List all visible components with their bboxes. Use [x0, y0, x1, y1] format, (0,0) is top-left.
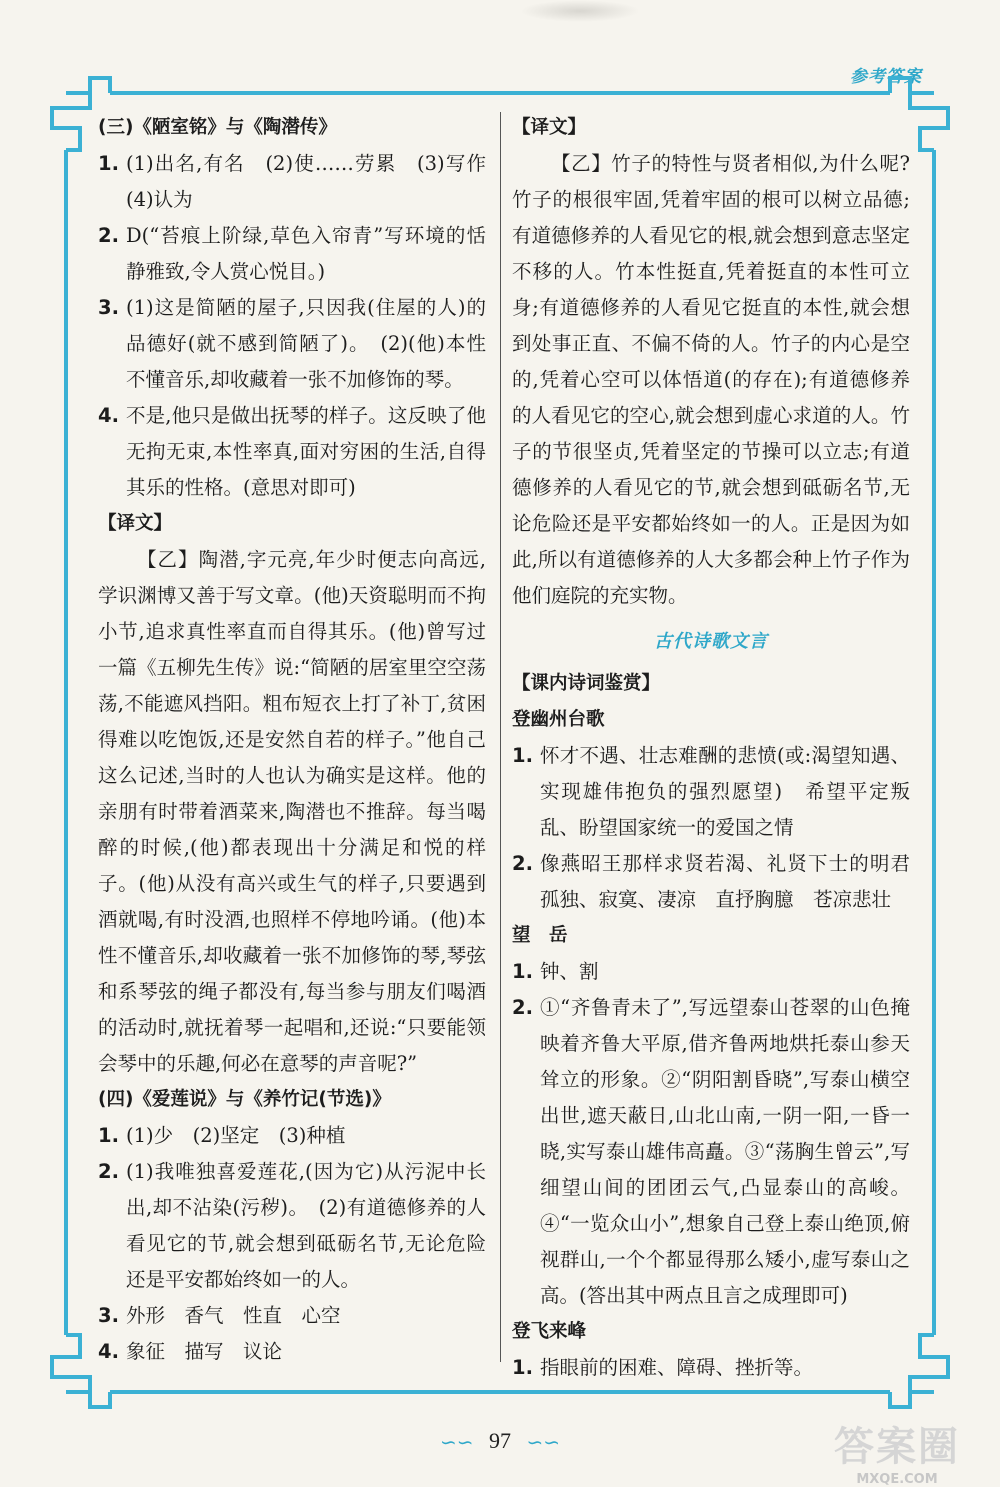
item-text: 不是,他只是做出抚琴的样子。这反映了他无拘无束,本性率真,面对穷困的生活,自得其乐的性格。(意思对即可) — [126, 404, 486, 499]
item-text: 钟、割 — [540, 960, 599, 983]
item-number: 3. — [98, 1304, 119, 1327]
column-divider — [500, 112, 501, 1362]
translation-text: 【乙】竹子的特性与贤者相似,为什么呢?竹子的根很牢固,凭着牢固的根可以树立品德;有道德修养的人看见它的根,就会想到意志坚定不移的人。竹本性挺直,凭着挺直的本性可立身;有道德修养的人看见它挺直的本性,就会想到处事正直、不偏不倚的人。竹子的内心是空的,凭着心空可以体悟道(的存在);有道德修养的人看见它的空心,就会想到虚心求道的人。竹子的节很坚贞,凭着坚定的节操可以立志;有道德修养的人看见它的节,就会想到砥砺名节,无论危险还是平安都始终如一的人。正是因为如此,所以有道德修养的人大多都会种上竹子作为他们庭院的充实物。 — [512, 152, 910, 607]
item-number: 3. — [98, 296, 119, 319]
item-text: 象征 描写 议论 — [126, 1340, 283, 1363]
s4-item-1 — [98, 1118, 486, 1154]
header-label: 参考答案 — [850, 67, 922, 87]
poem1-item-1 — [512, 738, 910, 846]
item-number: 2. — [98, 1160, 119, 1183]
poem1-item-2 — [512, 846, 930, 918]
poem2-item-2 — [512, 990, 910, 1314]
item-number: 1. — [512, 960, 533, 983]
translation-text: 【乙】陶潜,字元亮,年少时便志向高远,学识渊博又善于写文章。(他)天资聪明而不拘小节,追求真性率直而自得其乐。(他)曾写过一篇《五柳先生传》说:“简陋的居室里空空荡荡,不能遮风挡阳。粗布短衣上打了补丁,贫困得难以吃饱饭,还是安然自若的样子。”他自己这么记述,当时的人也认为确实是这样。他的亲朋有时带着酒菜来,陶潜也不推辞。每当喝醉的时候,(他)都表现出十分满足和悦的样子。(他)从没有高兴或生气的样子,只要遇到酒就喝,有时没酒,也照样不停地吟诵。(他)本性不懂音乐,却收藏着一张不加修饰的琴,琴弦和系琴弦的绳子都没有,每当参与朋友们喝酒的活动时,就抚着琴一起唱和,还说:“只要能领会琴中的乐趣,何必在意琴的声音呢?” — [98, 548, 486, 1075]
item-text: (1)这是简陋的屋子,只因我(住屋的人)的品德好(就不感到简陋了)。 (2)(他)本性不懂音乐,却收藏着一张不加修饰的琴。 — [126, 296, 486, 391]
translation-label: 【译文】 — [512, 117, 587, 138]
item-text: 怀才不遇、壮志难酬的悲愤(或:渴望知遇、实现雄伟抱负的强烈愿望) 希望平定叛乱、盼望国家统一的爱国之情 — [540, 744, 910, 839]
watermark-text: 答案圈 — [834, 1424, 960, 1470]
swirl-right-icon: ∽∽ — [526, 1432, 561, 1455]
swirl-left-icon: ∽∽ — [439, 1432, 474, 1455]
item-number: 1. — [98, 1124, 119, 1147]
s3-item-4 — [98, 398, 486, 506]
poem2-item-1 — [512, 954, 910, 990]
s3-item-3 — [98, 290, 486, 398]
item-number: 4. — [98, 1340, 119, 1363]
poem-title: 望 岳 — [512, 925, 568, 946]
poem-title: 登幽州台歌 — [512, 709, 605, 730]
s4-item-3 — [98, 1298, 486, 1334]
watermark-logo — [834, 1415, 960, 1487]
item-text: 指眼前的困难、障碍、挫折等。 — [540, 1356, 814, 1379]
item-number: 1. — [512, 744, 533, 767]
section-4-title: (四)《爱莲说》与《养竹记(节选)》 — [98, 1089, 391, 1110]
watermark-url: MXQE.COM — [856, 1472, 938, 1487]
item-text: 外形 香气 性直 心空 — [126, 1304, 341, 1327]
poem3-item-1 — [512, 1350, 910, 1386]
item-number: 2. — [98, 224, 119, 247]
item-text: 像燕昭王那样求贤若渴、礼贤下士的明君 孤独、寂寞、凄凉 直抒胸臆 苍凉悲壮 — [540, 852, 930, 911]
s3-item-2 — [98, 218, 486, 290]
item-number: 1. — [512, 1356, 533, 1379]
item-number: 4. — [98, 404, 119, 427]
poem-title: 登飞来峰 — [512, 1321, 587, 1342]
right-column — [512, 110, 930, 1386]
item-text: ①“齐鲁青未了”,写远望泰山苍翠的山色掩映着齐鲁大平原,借齐鲁两地烘托泰山参天耸立的形象。②“阴阳割昏晓”,写泰山横空出世,遮天蔽日,山北山南,一阴一阳,一昏一晓,实写泰山雄伟高矗。③“荡胸生曾云”,写细望山间的团团云气,凸显泰山的高峻。④“一览众山小”,想象自己登上泰山绝顶,俯视群山,一个个都显得那么矮小,虚写泰山之高。(答出其中两点且言之成理即可) — [540, 996, 910, 1307]
item-text: D(“苔痕上阶绿,草色入帘青”写环境的恬静雅致,令人赏心悦目。) — [126, 224, 486, 283]
item-number: 1. — [98, 152, 119, 175]
in-class-poetry-label: 【课内诗词鉴赏】 — [512, 673, 661, 694]
page-number: 97 — [489, 1428, 511, 1453]
item-number: 2. — [512, 852, 533, 875]
item-text: (1)出名,有名 (2)使……劳累 (3)写作 (4)认为 — [126, 152, 506, 211]
item-number: 2. — [512, 996, 533, 1019]
item-text: (1)我唯独喜爱莲花,(因为它)从污泥中长出,却不沾染(污秽)。 (2)有道德修养的人看见它的节,就会想到砥砺名节,无论危险还是平安都始终如一的人。 — [126, 1160, 486, 1291]
s3-item-1 — [98, 146, 506, 218]
translation-label: 【译文】 — [98, 513, 173, 534]
s4-item-2 — [98, 1154, 486, 1298]
section-banner: 古代诗歌文言 — [654, 631, 768, 652]
section-3-title: (三)《陋室铭》与《陶潜传》 — [98, 117, 337, 138]
s4-item-4 — [98, 1334, 486, 1370]
item-text: (1)少 (2)坚定 (3)种植 — [126, 1124, 346, 1147]
left-column — [98, 110, 506, 1370]
